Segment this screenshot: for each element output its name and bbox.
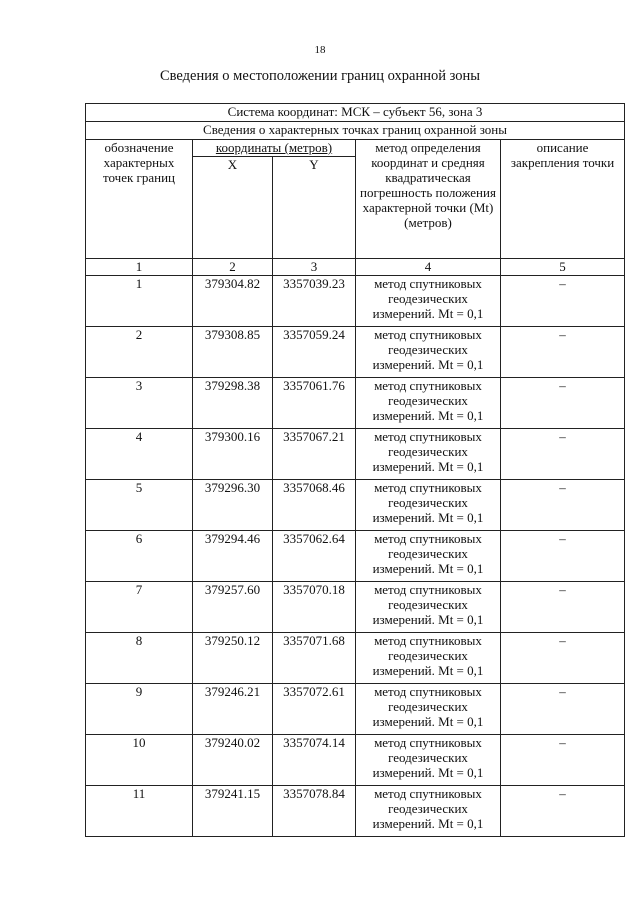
x-coordinate-cell: 379257.60 <box>193 582 273 633</box>
method-cell: метод спутниковых геодезических измерений. Mt = 0,1 <box>356 276 501 327</box>
header-method: метод определения координат и средняя квадратическая погрешность положения характерной точки (Mt) (метров) <box>356 140 501 259</box>
table-row <box>86 786 625 837</box>
table-row <box>86 429 625 480</box>
table-row <box>86 276 625 327</box>
method-cell: метод спутниковых геодезических измерений. Mt = 0,1 <box>356 582 501 633</box>
description-cell: – <box>501 378 625 429</box>
table-subtitle-row <box>86 122 625 140</box>
point-number-cell: 9 <box>86 684 193 735</box>
method-cell: метод спутниковых геодезических измерений. Mt = 0,1 <box>356 786 501 837</box>
x-coordinate-cell: 379308.85 <box>193 327 273 378</box>
point-number-cell: 5 <box>86 480 193 531</box>
description-cell: – <box>501 786 625 837</box>
table-row <box>86 684 625 735</box>
x-coordinate-cell: 379246.21 <box>193 684 273 735</box>
description-cell: – <box>501 327 625 378</box>
column-number: 4 <box>356 259 501 276</box>
description-cell: – <box>501 735 625 786</box>
header-row <box>86 140 625 157</box>
y-coordinate-cell: 3357062.64 <box>273 531 356 582</box>
method-cell: метод спутниковых геодезических измерений. Mt = 0,1 <box>356 684 501 735</box>
method-cell: метод спутниковых геодезических измерений. Mt = 0,1 <box>356 480 501 531</box>
point-number-cell: 7 <box>86 582 193 633</box>
x-coordinate-cell: 379241.15 <box>193 786 273 837</box>
x-coordinate-cell: 379294.46 <box>193 531 273 582</box>
method-cell: метод спутниковых геодезических измерений. Mt = 0,1 <box>356 633 501 684</box>
header-coordinates-group <box>193 140 356 157</box>
method-cell: метод спутниковых геодезических измерений. Mt = 0,1 <box>356 531 501 582</box>
point-number-cell: 3 <box>86 378 193 429</box>
column-number: 1 <box>86 259 193 276</box>
column-number: 3 <box>273 259 356 276</box>
header-x: X <box>193 157 273 259</box>
description-cell: – <box>501 582 625 633</box>
table-row <box>86 480 625 531</box>
method-cell: метод спутниковых геодезических измерений. Mt = 0,1 <box>356 735 501 786</box>
description-cell: – <box>501 633 625 684</box>
y-coordinate-cell: 3357068.46 <box>273 480 356 531</box>
description-cell: – <box>501 480 625 531</box>
x-coordinate-cell: 379240.02 <box>193 735 273 786</box>
table-row <box>86 633 625 684</box>
table-row <box>86 327 625 378</box>
y-coordinate-cell: 3357071.68 <box>273 633 356 684</box>
y-coordinate-cell: 3357072.61 <box>273 684 356 735</box>
y-coordinate-cell: 3357059.24 <box>273 327 356 378</box>
point-number-cell: 2 <box>86 327 193 378</box>
y-coordinate-cell: 3357074.14 <box>273 735 356 786</box>
coordinate-system-row <box>86 104 625 122</box>
column-number: 2 <box>193 259 273 276</box>
description-cell: – <box>501 276 625 327</box>
boundary-points-table <box>85 103 625 837</box>
point-number-cell: 11 <box>86 786 193 837</box>
y-coordinate-cell: 3357067.21 <box>273 429 356 480</box>
table-row <box>86 735 625 786</box>
header-point-designation: обозначение характерных точек границ <box>86 140 193 259</box>
table-subtitle-cell: Сведения о характерных точках границ охранной зоны <box>86 122 625 140</box>
method-cell: метод спутниковых геодезических измерений. Mt = 0,1 <box>356 378 501 429</box>
coordinate-system-cell: Система координат: МСК – субъект 56, зона 3 <box>86 104 625 122</box>
point-number-cell: 1 <box>86 276 193 327</box>
header-description: описание закрепления точки <box>501 140 625 259</box>
description-cell: – <box>501 531 625 582</box>
x-coordinate-cell: 379250.12 <box>193 633 273 684</box>
point-number-cell: 8 <box>86 633 193 684</box>
description-cell: – <box>501 429 625 480</box>
x-coordinate-cell: 379296.30 <box>193 480 273 531</box>
table-row <box>86 378 625 429</box>
column-numbers-row <box>86 259 625 276</box>
x-coordinate-cell: 379298.38 <box>193 378 273 429</box>
x-coordinate-cell: 379304.82 <box>193 276 273 327</box>
y-coordinate-cell: 3357070.18 <box>273 582 356 633</box>
page-number: 18 <box>314 44 326 56</box>
method-cell: метод спутниковых геодезических измерений. Mt = 0,1 <box>356 327 501 378</box>
header-coordinates-label: координаты (метров) <box>215 140 333 155</box>
table-row <box>86 531 625 582</box>
y-coordinate-cell: 3357078.84 <box>273 786 356 837</box>
description-cell: – <box>501 684 625 735</box>
method-cell: метод спутниковых геодезических измерений. Mt = 0,1 <box>356 429 501 480</box>
boundary-points-table-body <box>86 104 625 837</box>
point-number-cell: 6 <box>86 531 193 582</box>
x-coordinate-cell: 379300.16 <box>193 429 273 480</box>
document-title: Сведения о местоположении границ охранной зоны <box>159 68 480 84</box>
y-coordinate-cell: 3357061.76 <box>273 378 356 429</box>
table-row <box>86 582 625 633</box>
column-number: 5 <box>501 259 625 276</box>
point-number-cell: 10 <box>86 735 193 786</box>
header-y: Y <box>273 157 356 259</box>
point-number-cell: 4 <box>86 429 193 480</box>
y-coordinate-cell: 3357039.23 <box>273 276 356 327</box>
